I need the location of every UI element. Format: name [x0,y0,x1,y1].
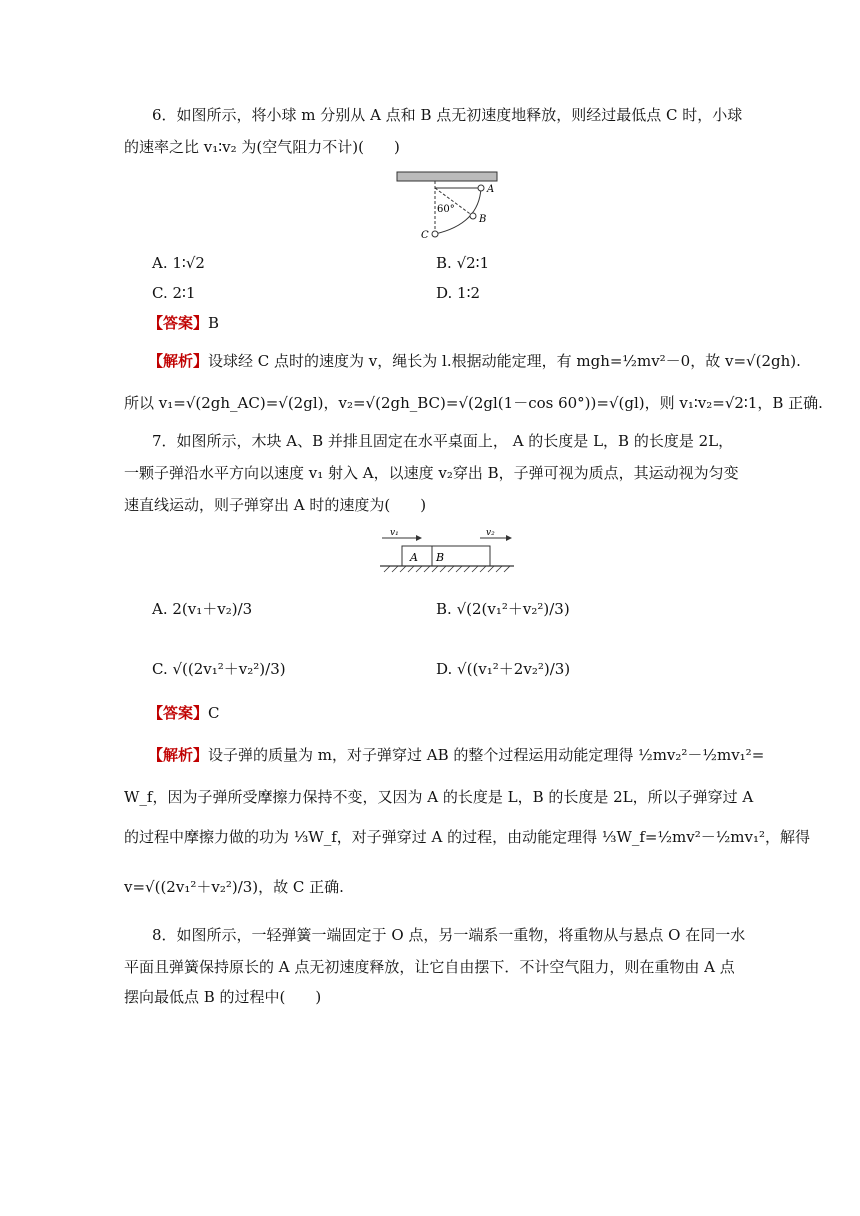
q6-pendulum-figure [385,168,515,246]
label-block-b: B [436,551,445,564]
label-a: A [487,184,495,195]
label-b: B [479,214,487,225]
q8-line-2: 平面且弹簧保持原长的 A 点无初速度释放，让它自由摆下．不计空气阻力，则在重物由 A 点 [124,958,735,976]
ceiling-bar [397,172,497,181]
q6-answer: 【答案】B [148,314,220,332]
label-c: C [421,230,429,241]
q7-analysis-2: W_f，因为子弹所受摩擦力保持不变，又因为 A 的长度是 L，B 的长度是 2L，所以子弹穿过 A [124,788,754,806]
q7-option-a: A. 2(v₁＋v₂)/3 [152,600,253,618]
q7-option-d: D. √((v₁²＋2v₂²)/3) [436,660,571,678]
label-block-a: A [410,551,418,564]
label-v2: v₂ [486,528,495,538]
ball-b [470,213,476,219]
ball-c [432,231,438,237]
q6-line-1: 6．如图所示，将小球 m 分别从 A 点和 B 点无初速度地释放，则经过最低点 C 时，小球 [152,106,743,124]
ball-a [478,185,484,191]
q7-analysis-1: 【解析】设子弹的质量为 m，对子弹穿过 AB 的整个过程运用动能定理得 ½mv₂²－½mv₁²= [148,746,765,764]
q7-line-2: 一颗子弹沿水平方向以速度 v₁ 射入 A，以速度 v₂穿出 B，子弹可视为质点，其运动视为匀变 [124,464,739,482]
q6-option-c: C. 2∶1 [152,284,196,302]
q6-line-2: 的速率之比 v₁∶v₂ 为(空气阻力不计)( ) [124,138,400,156]
q7-option-b: B. √(2(v₁²＋v₂²)/3) [436,600,570,618]
q7-blocks-figure [378,526,516,578]
q6-option-b: B. √2∶1 [436,254,490,272]
q6-analysis-1: 【解析】设球经 C 点时的速度为 v，绳长为 l.根据动能定理，有 mgh=½mv²－0，故 v=√(2gh). [148,352,801,370]
q7-analysis-4: v=√((2v₁²＋v₂²)/3)，故 C 正确. [124,878,344,896]
label-v1: v₁ [390,528,399,538]
q8-line-3: 摆向最低点 B 的过程中( ) [124,988,322,1006]
q6-option-a: A. 1∶√2 [152,254,205,272]
table-hatching [384,566,510,572]
q7-answer: 【答案】C [148,704,220,722]
q7-analysis-3: 的过程中摩擦力做的功为 ⅓W_f，对子弹穿过 A 的过程，由动能定理得 ⅓W_f=½mv²－½mv₁²，解得 [124,828,811,846]
angle-label: 60° [437,204,455,215]
q7-line-3: 速直线运动，则子弹穿出 A 时的速度为( ) [124,496,427,514]
q7-line-1: 7．如图所示，木块 A、B 并排且固定在水平桌面上， A 的长度是 L，B 的长度是 2L， [152,432,734,450]
q6-option-d: D. 1∶2 [436,284,481,302]
q8-line-1: 8．如图所示，一轻弹簧一端固定于 O 点，另一端系一重物，将重物从与悬点 O 在同一水 [152,926,746,944]
q7-option-c: C. √((2v₁²＋v₂²)/3) [152,660,286,678]
q6-analysis-2: 所以 v₁=√(2gh_AC)=√(2gl)，v₂=√(2gh_BC)=√(2gl(1－cos 60°))=√(gl)，则 v₁∶v₂=√2∶1，B 正确. [124,394,823,412]
